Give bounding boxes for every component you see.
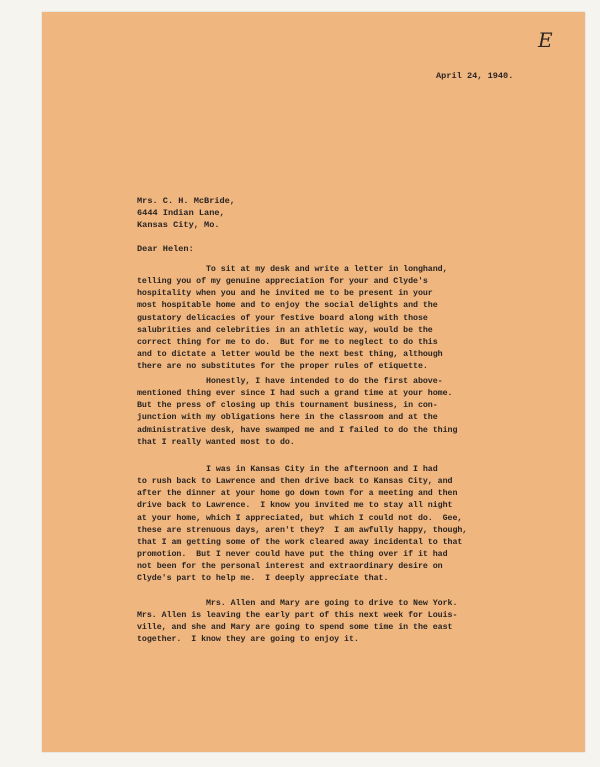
body-paragraph-3 bbox=[137, 464, 467, 586]
salutation: Dear Helen: bbox=[137, 244, 194, 254]
text-line: not been for the personal interest and extraordinary desire on bbox=[137, 562, 443, 572]
text-line: administrative desk, have swamped me and I failed to do the thing bbox=[137, 425, 458, 435]
text-line: that I really wanted most to do. bbox=[137, 437, 295, 447]
text-line: Honestly, I have intended to do the first above- bbox=[137, 377, 443, 386]
letter-date: April 24, 1940. bbox=[436, 71, 514, 81]
text-line: gustatory delicacies of your festive board along with those bbox=[137, 313, 428, 323]
text-line: at your home, which I appreciated, but which I could not do. Gee, bbox=[137, 513, 463, 523]
text-line: to rush back to Lawrence and then drive back to Kansas City, and bbox=[137, 477, 453, 487]
text-line: junction with my obligations here in the classroom and at the bbox=[137, 413, 438, 423]
text-line: telling you of my genuine appreciation for your and Clyde's bbox=[137, 277, 428, 287]
text-line: most hospitable home and to enjoy the social delights and the bbox=[137, 301, 438, 311]
text-line: drive back to Lawrence. I know you invited me to stay all night bbox=[137, 501, 453, 511]
text-line: together. I know they are going to enjoy it. bbox=[137, 635, 359, 645]
text-line: there are no substitutes for the proper rules of etiquette. bbox=[137, 362, 428, 372]
text-line: hospitality when you and he invited me to be present in your bbox=[137, 289, 433, 299]
text-line: these are strenuous days, aren't they? I am awfully happy, though, bbox=[137, 525, 468, 535]
text-line: But the press of closing up this tournament business, in con- bbox=[137, 401, 438, 411]
handwritten-corner-mark: E bbox=[538, 28, 553, 52]
text-line: and to dictate a letter would be the next best thing, although bbox=[137, 350, 443, 360]
address-line: 6444 Indian Lane, bbox=[137, 208, 225, 219]
address-line: Kansas City, Mo. bbox=[137, 220, 220, 231]
text-line: I was in Kansas City in the afternoon and I had bbox=[137, 465, 438, 474]
text-line: correct thing for me to do. But for me to neglect to do this bbox=[137, 337, 438, 347]
text-line: To sit at my desk and write a letter in longhand, bbox=[137, 265, 448, 274]
text-line: Mrs. Allen is leaving the early part of this next week for Louis- bbox=[137, 611, 458, 621]
text-line: Clyde's part to help me. I deeply appreciate that. bbox=[137, 574, 389, 584]
text-line: mentioned thing ever since I had such a grand time at your home. bbox=[137, 389, 453, 399]
text-line: Mrs. Allen and Mary are going to drive to New York. bbox=[137, 599, 458, 608]
letter-page bbox=[42, 12, 585, 752]
text-line: that I am getting some of the work cleared away incidental to that bbox=[137, 537, 463, 547]
text-line: after the dinner at your home go down town for a meeting and then bbox=[137, 489, 458, 499]
text-line: ville, and she and Mary are going to spend some time in the east bbox=[137, 623, 453, 633]
address-line: Mrs. C. H. McBride, bbox=[137, 196, 235, 206]
body-paragraph-4 bbox=[137, 598, 457, 647]
recipient-address bbox=[137, 195, 235, 232]
body-paragraph-2 bbox=[137, 376, 457, 449]
text-line: salubrities and celebrities in an athletic way, would be the bbox=[137, 325, 433, 335]
text-line: promotion. But I never could have put the thing over if it had bbox=[137, 550, 448, 560]
body-paragraph-1 bbox=[137, 264, 448, 373]
